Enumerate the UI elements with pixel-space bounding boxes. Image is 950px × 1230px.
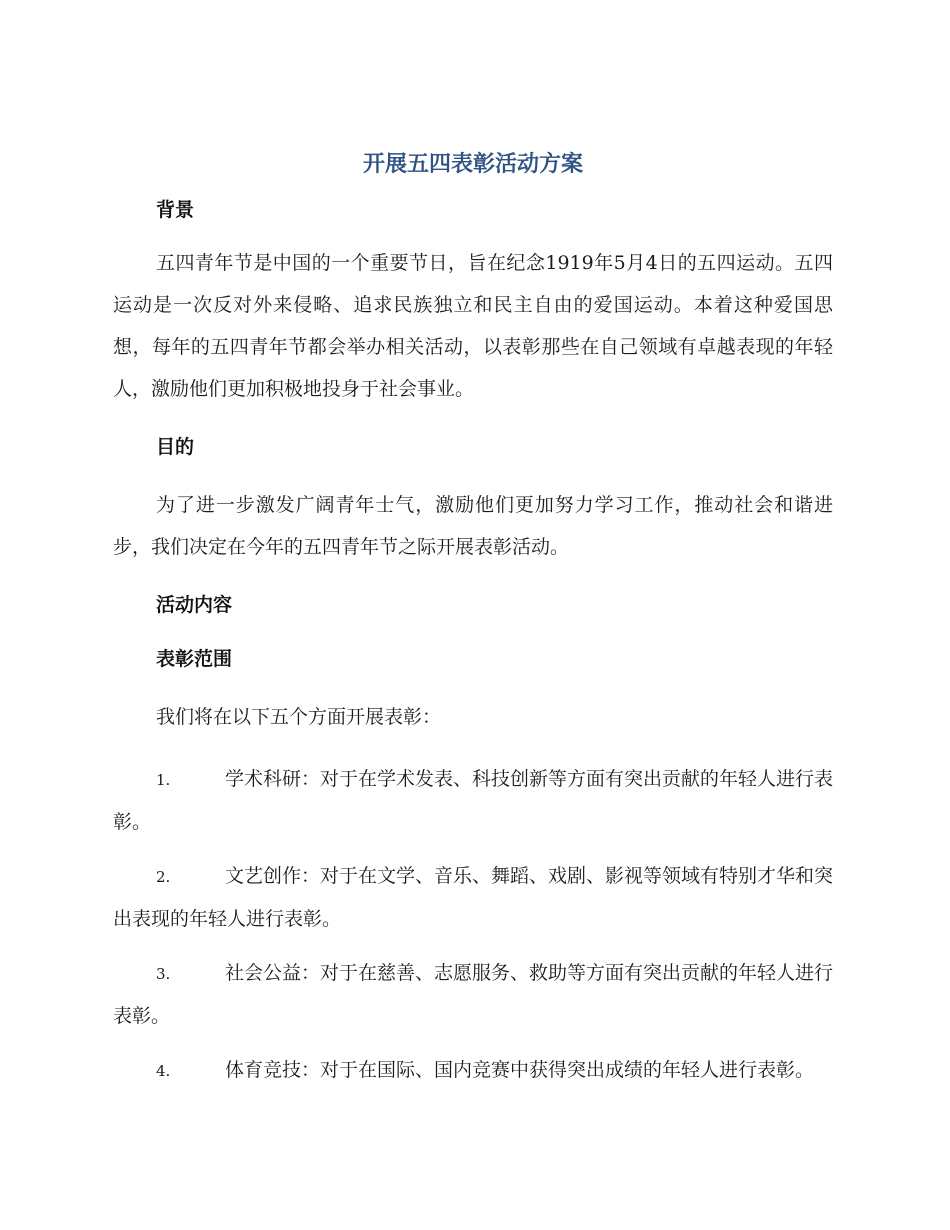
section-heading-activity: 活动内容 (156, 594, 233, 616)
list-item-number: 2. (156, 868, 171, 886)
list-item (113, 758, 833, 843)
list-item (113, 855, 833, 940)
list-item-text: 文艺创作：对于在文学、音乐、舞蹈、戏剧、影视等领域有特别才华和突出表现的年轻人进行表彰。 (113, 865, 834, 930)
list-item-number: 4. (156, 1062, 171, 1080)
scope-intro-paragraph: 我们将在以下五个方面开展表彰： (156, 706, 442, 728)
list-item-text: 学术科研：对于在学术发表、科技创新等方面有突出贡献的年轻人进行表彰。 (113, 768, 834, 833)
list-item-number: 1. (156, 771, 171, 789)
list-item (113, 1049, 833, 1092)
section-heading-background: 背景 (156, 199, 195, 221)
section-heading-scope: 表彰范围 (156, 648, 233, 670)
list-item (113, 952, 833, 1037)
list-item-text: 社会公益：对于在慈善、志愿服务、救助等方面有突出贡献的年轻人进行表彰。 (113, 962, 834, 1027)
section-heading-purpose: 目的 (156, 436, 195, 458)
purpose-paragraph: 为了进一步激发广阔青年士气，激励他们更加努力学习工作，推动社会和谐进步，我们决定在今年的五四青年节之际开展表彰活动。 (113, 494, 833, 558)
background-paragraph: 五四青年节是中国的一个重要节日，旨在纪念1919年5月4日的五四运动。五四运动是一次反对外来侵略、追求民族独立和民主自由的爱国运动。本着这种爱国思想，每年的五四青年节都会举办相关活动，以表彰那些在自己领域有卓越表现的年轻人，激励他们更加积极地投身于社会事业。 (113, 252, 833, 400)
list-item-number: 3. (156, 965, 171, 983)
document-content (113, 145, 833, 1104)
list-item-text: 体育竞技：对于在国际、国内竞赛中获得突出成绩的年轻人进行表彰。 (225, 1059, 815, 1081)
document-title: 开展五四表彰活动方案 (362, 152, 583, 177)
